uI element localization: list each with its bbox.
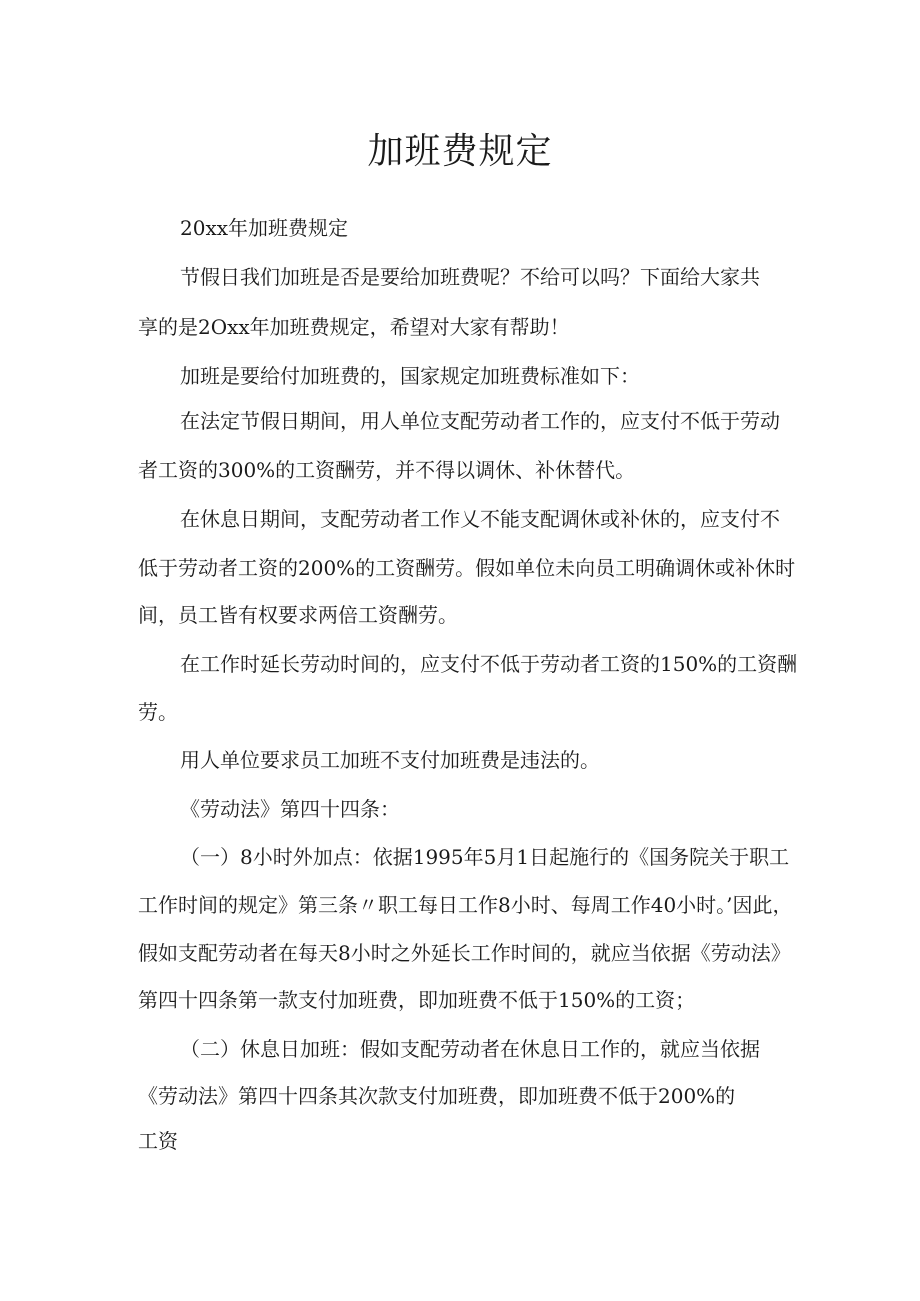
paragraph-line: 在法定节假日期间，用人单位支配劳动者工作的，应支付不低于劳动 — [180, 409, 780, 433]
paragraph-line: 《劳动法》第四十四条： — [180, 797, 400, 821]
paragraph-line: 者工资的300%的工资酬劳，并不得以调休、补休替代。 — [138, 458, 636, 482]
paragraph-line: 加班是要给付加班费的，国家规定加班费标准如下： — [180, 364, 640, 388]
paragraph-line: 低于劳动者工资的200%的工资酬劳。假如单位未向员工明确调休或补休时 — [138, 556, 796, 580]
paragraph-line: 节假日我们加班是否是要给加班费呢？不给可以吗？下面给大家共 — [180, 265, 760, 289]
paragraph-line: 工资 — [138, 1129, 178, 1153]
paragraph-line: （二）休息日加班：假如支配劳动者在休息日工作的，就应当依据 — [180, 1037, 760, 1061]
paragraph-line: 工作时间的规定》第三条〃职工每日工作8小时、每周工作40小时。’因此， — [138, 893, 793, 917]
document-title: 加班费规定 — [367, 131, 553, 172]
paragraph-line: 用人单位要求员工加班不支付加班费是违法的。 — [180, 748, 600, 772]
paragraph-line: 劳。 — [138, 700, 178, 724]
paragraph-line: 享的是2Oxx年加班费规定，希望对大家有帮助！ — [138, 315, 570, 339]
paragraph-line: 《劳动法》第四十四条其次款支付加班费，即加班费不低于200%的 — [138, 1084, 736, 1108]
paragraph-line: 假如支配劳动者在每天8小时之外延长工作时间的，就应当依据《劳动法》 — [138, 941, 791, 965]
paragraph-line: 间，员工皆有权要求两倍工资酬劳。 — [138, 603, 458, 627]
paragraph-line: 在工作时延长劳动时间的，应支付不低于劳动者工资的150%的工资酬 — [180, 652, 798, 676]
paragraph-line: 在休息日期间，支配劳动者工作乂不能支配调休或补休的，应支付不 — [180, 507, 780, 531]
subtitle-line: 20xx年加班费规定 — [180, 216, 349, 240]
paragraph-line: （一）8小时外加点：依据1995年5月1日起施行的《国务院关于职工 — [180, 845, 790, 869]
paragraph-line: 第四十四条第一款支付加班费，即加班费不低于150%的工资； — [138, 988, 696, 1012]
